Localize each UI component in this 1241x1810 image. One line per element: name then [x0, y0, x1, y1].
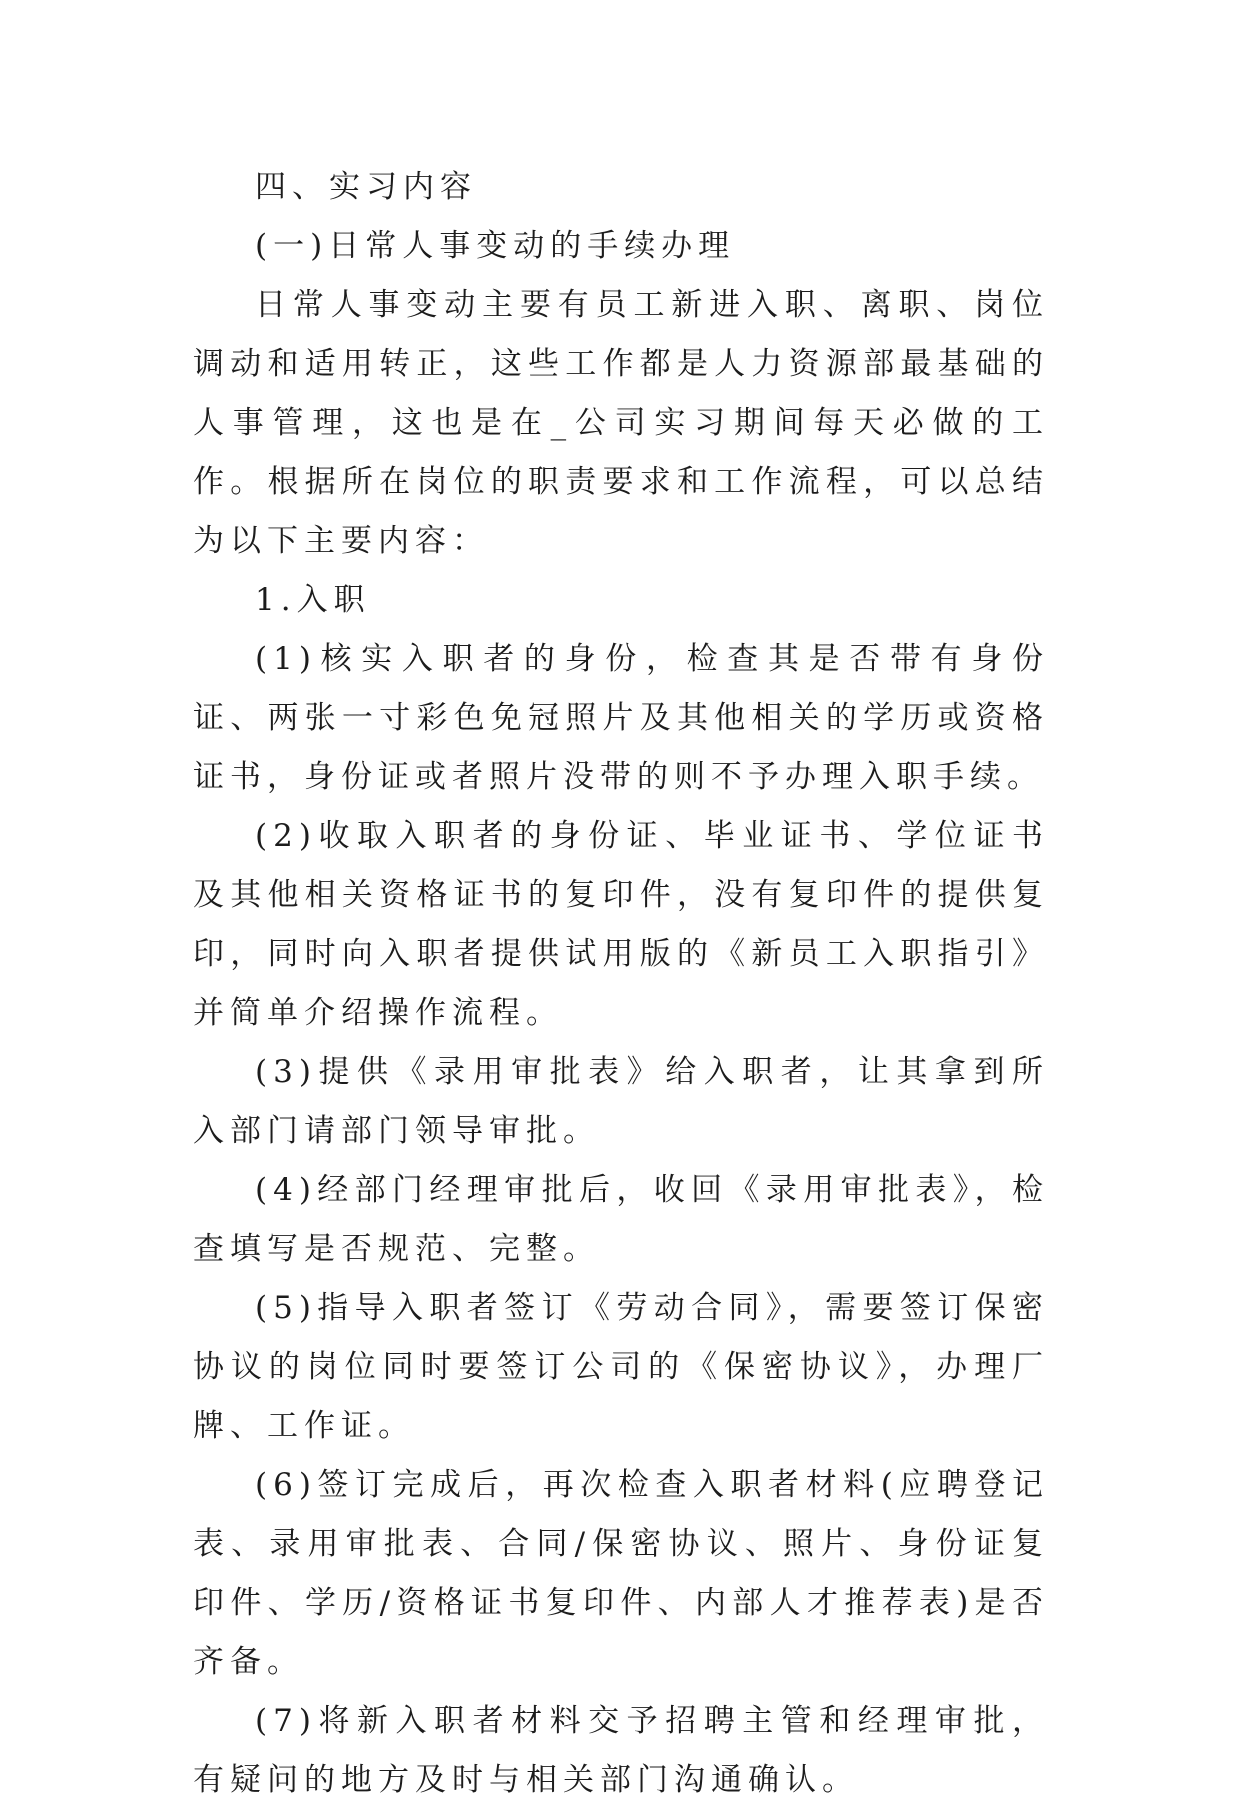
list-item: (3)提供《录用审批表》给入职者，让其拿到所入部门请部门领导审批。 [193, 1054, 1049, 1149]
document-body [193, 158, 1049, 1810]
body-paragraph: 日常人事变动主要有员工新进入职、离职、岗位调动和适用转正，这些工作都是人力资源部最基础的人事管理，这也是在_公司实习期间每天必做的工作。根据所在岗位的职责要求和工作流程，可以总结为以下主要内容： [193, 287, 1049, 559]
subsection-heading: (一)日常人事变动的手续办理 [255, 228, 736, 264]
list-item: (5)指导入职者签订《劳动合同》，需要签订保密协议的岗位同时要签订公司的《保密协议》，办理厂牌、工作证。 [193, 1290, 1049, 1444]
list-item: (7)将新入职者材料交予招聘主管和经理审批，有疑问的地方及时与相关部门沟通确认。 [193, 1703, 1049, 1798]
list-heading: 1.入职 [255, 582, 371, 618]
section-heading: 四、实习内容 [255, 169, 477, 205]
list-item: (6)签订完成后，再次检查入职者材料(应聘登记表、录用审批表、合同/保密协议、照片、身份证复印件、学历/资格证书复印件、内部人才推荐表)是否齐备。 [193, 1467, 1049, 1680]
list-item: (1)核实入职者的身份，检查其是否带有身份证、两张一寸彩色免冠照片及其他相关的学历或资格证书，身份证或者照片没带的则不予办理入职手续。 [193, 641, 1049, 795]
list-item: (4)经部门经理审批后，收回《录用审批表》，检查填写是否规范、完整。 [193, 1172, 1049, 1267]
list-item: (2)收取入职者的身份证、毕业证书、学位证书及其他相关资格证书的复印件，没有复印件的提供复印，同时向入职者提供试用版的《新员工入职指引》并简单介绍操作流程。 [193, 818, 1049, 1031]
